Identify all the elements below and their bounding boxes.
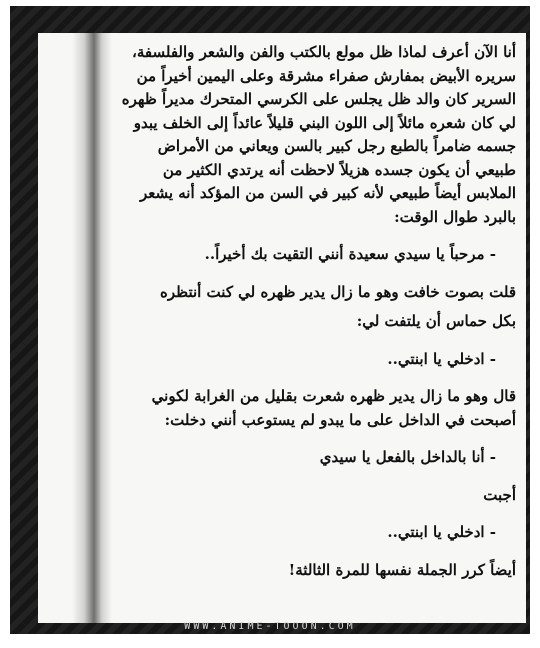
- text-line: أيضاً كرر الجملة نفسها للمرة الثالثة!: [288, 560, 516, 579]
- book-page: [38, 33, 526, 623]
- dialog-line: - مرحباً يا سيدي سعيدة أنني التقيت بك أخيراً..: [204, 245, 496, 263]
- text-line: قال وهو ما زال يدير ظهره شعرت بقليل من الغرابة لكوني: [151, 387, 516, 405]
- text-line: أصبحت في الداخل على ما يبدو لم يستوعب أنني دخلت:: [164, 410, 516, 429]
- text-line: أجبت: [483, 485, 516, 504]
- dialog-line: - ادخلي يا ابنتي..: [387, 523, 496, 541]
- dialog-line: - ادخلي يا ابنتي..: [387, 349, 496, 368]
- text-line: بكل حماس أن يلتفت لي:: [356, 312, 516, 330]
- text-line: السرير كان والد ظل يجلس على الكرسي المتحرك مديراً ظهره: [121, 90, 516, 108]
- text-line: لي كان شعره مائلاً إلى اللون البني قليلاً عائداً إلى الخلف يبدو: [133, 113, 516, 132]
- text-line: أنا الآن أعرف لماذا ظل مولع بالكتب والفن والشعر والفلسفة،: [132, 43, 516, 61]
- text-line: قلت بصوت خافت وهو ما زال يدير ظهره لي كنت أنتظره: [160, 282, 516, 301]
- text-line: الملابس أيضاً طبيعي لأنه كبير في السن من المؤكد أنه يشعر: [139, 184, 516, 202]
- decorative-frame: [10, 6, 530, 634]
- text-line: سريره الأبيض بمفارش صفراء مشرقة وعلى اليمين أخيراً من: [136, 66, 516, 85]
- text-line: بالبرد طوال الوقت:: [394, 207, 516, 226]
- page-text: [118, 41, 516, 582]
- text-line: جسمه ضامراً بالطبع رجل كبير بالسن ويعاني من الأمراض: [157, 137, 516, 155]
- text-line: طبيعي أن يكون جسده هزيلاً لاحظت أنه يرتدي الكثير من: [162, 160, 516, 179]
- site-watermark: WWW.ANIME-TOOON.COM: [184, 621, 356, 632]
- dialog-line: - أنا بالداخل بالفعل يا سيدي: [319, 448, 496, 466]
- book-spine-shadow: [72, 33, 112, 623]
